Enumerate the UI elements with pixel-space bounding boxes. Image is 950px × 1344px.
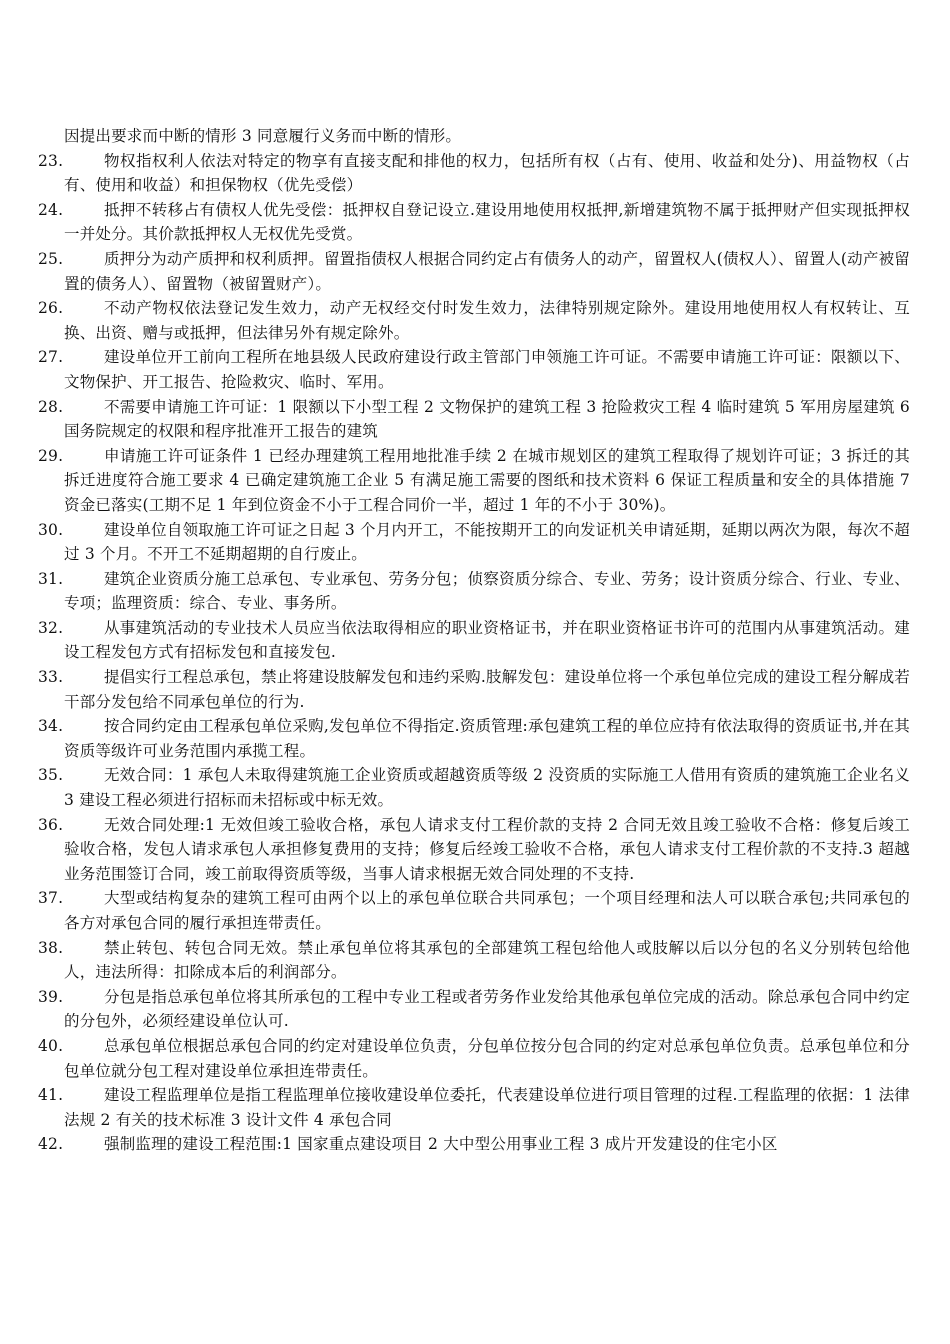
list-item	[38, 1034, 910, 1083]
item-text: 提倡实行工程总承包，禁止将建设肢解发包和违约采购.肢解发包：建设单位将一个承包单位完成的建设工程分解成若干部分发包给不同承包单位的行为.	[64, 668, 910, 711]
item-text: 建设单位自领取施工许可证之日起 3 个月内开工，不能按期开工的向发证机关申请延期，延期以两次为限，每次不超过 3 个月。不开工不延期超期的自行废止。	[64, 520, 910, 564]
list-item	[38, 763, 910, 812]
list-item	[38, 198, 910, 247]
item-number: 40.	[38, 1036, 64, 1055]
list-item	[38, 714, 910, 763]
list-item	[38, 936, 910, 985]
list-item	[38, 567, 910, 616]
item-number: 23.	[38, 151, 64, 170]
list-item	[38, 296, 910, 345]
item-text: 无效合同：1 承包人未取得建筑施工企业资质或超越资质等级 2 没资质的实际施工人借用有资质的建筑施工企业名义 3 建设工程必须进行招标而未招标或中标无效。	[64, 766, 910, 810]
list-item	[38, 1132, 910, 1157]
item-text: 强制监理的建设工程范围:1 国家重点建设项目 2 大中型公用事业工程 3 成片开发建设的住宅小区	[104, 1135, 778, 1154]
item-text: 建筑企业资质分施工总承包、专业承包、劳务分包；侦察资质分综合、专业、劳务；设计资质分综合、行业、专业、专项；监理资质：综合、专业、事务所。	[64, 569, 910, 613]
continuation-line: 因提出要求而中断的情形 3 同意履行义务而中断的情形。	[64, 127, 462, 145]
item-text: 不动产物权依法登记发生效力，动产无权经交付时发生效力，法律特别规定除外。建设用地使用权人有权转让、互换、出资、赠与或抵押，但法律另外有规定除外。	[64, 299, 910, 342]
item-text: 物权指权利人依法对特定的物享有直接支配和排他的权力，包括所有权（占有、使用、收益和处分)、用益物权（占有、使用和收益）和担保物权（优先受偿）	[64, 151, 910, 195]
list-item	[38, 444, 910, 518]
item-number: 27.	[38, 348, 64, 367]
item-text: 分包是指总承包单位将其所承包的工程中专业工程或者劳务作业发给其他承包单位完成的活动。除总承包合同中约定的分包外，必须经建设单位认可.	[64, 987, 910, 1031]
item-number: 39.	[38, 987, 64, 1006]
item-text: 总承包单位根据总承包合同的约定对建设单位负责，分包单位按分包合同的约定对总承包单位负责。总承包单位和分包单位就分包工程对建设单位承担连带责任。	[64, 1036, 910, 1080]
item-number: 26.	[38, 299, 64, 318]
item-text: 按合同约定由工程承包单位采购,发包单位不得指定.资质管理:承包建筑工程的单位应持有依法取得的资质证书,并在其资质等级许可业务范围内承揽工程。	[64, 717, 910, 760]
item-number: 36.	[38, 815, 64, 834]
item-text: 禁止转包、转包合同无效。禁止承包单位将其承包的全部建筑工程包给他人或肢解以后以分包的名义分别转包给他人，违法所得：扣除成本后的利润部分。	[64, 938, 910, 982]
item-number: 38.	[38, 938, 64, 957]
item-text: 不需要申请施工许可证：1 限额以下小型工程 2 文物保护的建筑工程 3 抢险救灾工程 4 临时建筑 5 军用房屋建筑 6 国务院规定的权限和程序批准开工报告的建筑	[64, 397, 910, 441]
numbered-list	[38, 149, 910, 1157]
list-item	[38, 665, 910, 714]
item-text: 建设工程监理单位是指工程监理单位接收建设单位委托，代表建设单位进行项目管理的过程.工程监理的依据：1 法律法规 2 有关的技术标准 3 设计文件 4 承包合同	[64, 1086, 910, 1129]
list-item	[38, 149, 910, 198]
item-text: 抵押不转移占有债权人优先受偿：抵押权自登记设立.建设用地使用权抵押,新增建筑物不属于抵押财产但实现抵押权一并处分。其价款抵押权人无权优先受赏。	[64, 200, 910, 244]
item-number: 28.	[38, 397, 64, 416]
list-item	[38, 985, 910, 1034]
list-item	[38, 395, 910, 444]
item-number: 41.	[38, 1086, 64, 1105]
list-item	[38, 518, 910, 567]
item-text: 建设单位开工前向工程所在地县级人民政府建设行政主管部门申领施工许可证。不需要申请施工许可证：限额以下、文物保护、开工报告、抢险救灾、临时、军用。	[64, 348, 910, 391]
document-body	[38, 124, 910, 1157]
item-number: 32.	[38, 618, 64, 637]
item-number: 29.	[38, 446, 64, 465]
list-item	[38, 616, 910, 665]
item-number: 24.	[38, 200, 64, 219]
list-item	[38, 1083, 910, 1132]
item-number: 35.	[38, 766, 64, 785]
item-number: 31.	[38, 569, 64, 588]
item-text: 无效合同处理:1 无效但竣工验收合格，承包人请求支付工程价款的支持 2 合同无效且竣工验收不合格：修复后竣工验收合格，发包人请求承包人承担修复费用的支持；修复后经竣工验收不合格，承包人请求支付工程价款的不支持.3 超越业务范围签订合同，竣工前取得资质等级，当事人请求根据无效合同处理的不支持.	[64, 815, 910, 883]
item-text: 从事建筑活动的专业技术人员应当依法取得相应的职业资格证书，并在职业资格证书许可的范围内从事建筑活动。建设工程发包方式有招标发包和直接发包.	[64, 618, 910, 662]
list-item	[38, 247, 910, 296]
item-number: 42.	[38, 1135, 64, 1154]
list-item	[38, 886, 910, 935]
list-item	[38, 345, 910, 394]
list-item	[38, 813, 910, 887]
item-number: 34.	[38, 717, 64, 736]
item-number: 25.	[38, 249, 64, 268]
item-text: 大型或结构复杂的建筑工程可由两个以上的承包单位联合共同承包；一个项目经理和法人可以联合承包;共同承包的各方对承包合同的履行承担连带责任。	[64, 889, 910, 932]
item-text: 申请施工许可证条件 1 已经办理建筑工程用地批准手续 2 在城市规划区的建筑工程取得了规划许可证；3 拆迁的其拆迁进度符合施工要求 4 已确定建筑施工企业 5 有满足施工需要的图纸和技术资料 6 保证工程质量和安全的具体措施 7 资金已落实(工期不足 1 年到位资金不小于工程合同价一半，超过 1 年的不小于 30%)。	[64, 446, 910, 514]
item-number: 33.	[38, 668, 64, 687]
item-number: 30.	[38, 520, 64, 539]
item-number: 37.	[38, 889, 64, 908]
item-text: 质押分为动产质押和权利质押。留置指债权人根据合同约定占有债务人的动产，留置权人(债权人）、留置人(动产被留置的债务人）、留置物（被留置财产）。	[64, 249, 910, 293]
